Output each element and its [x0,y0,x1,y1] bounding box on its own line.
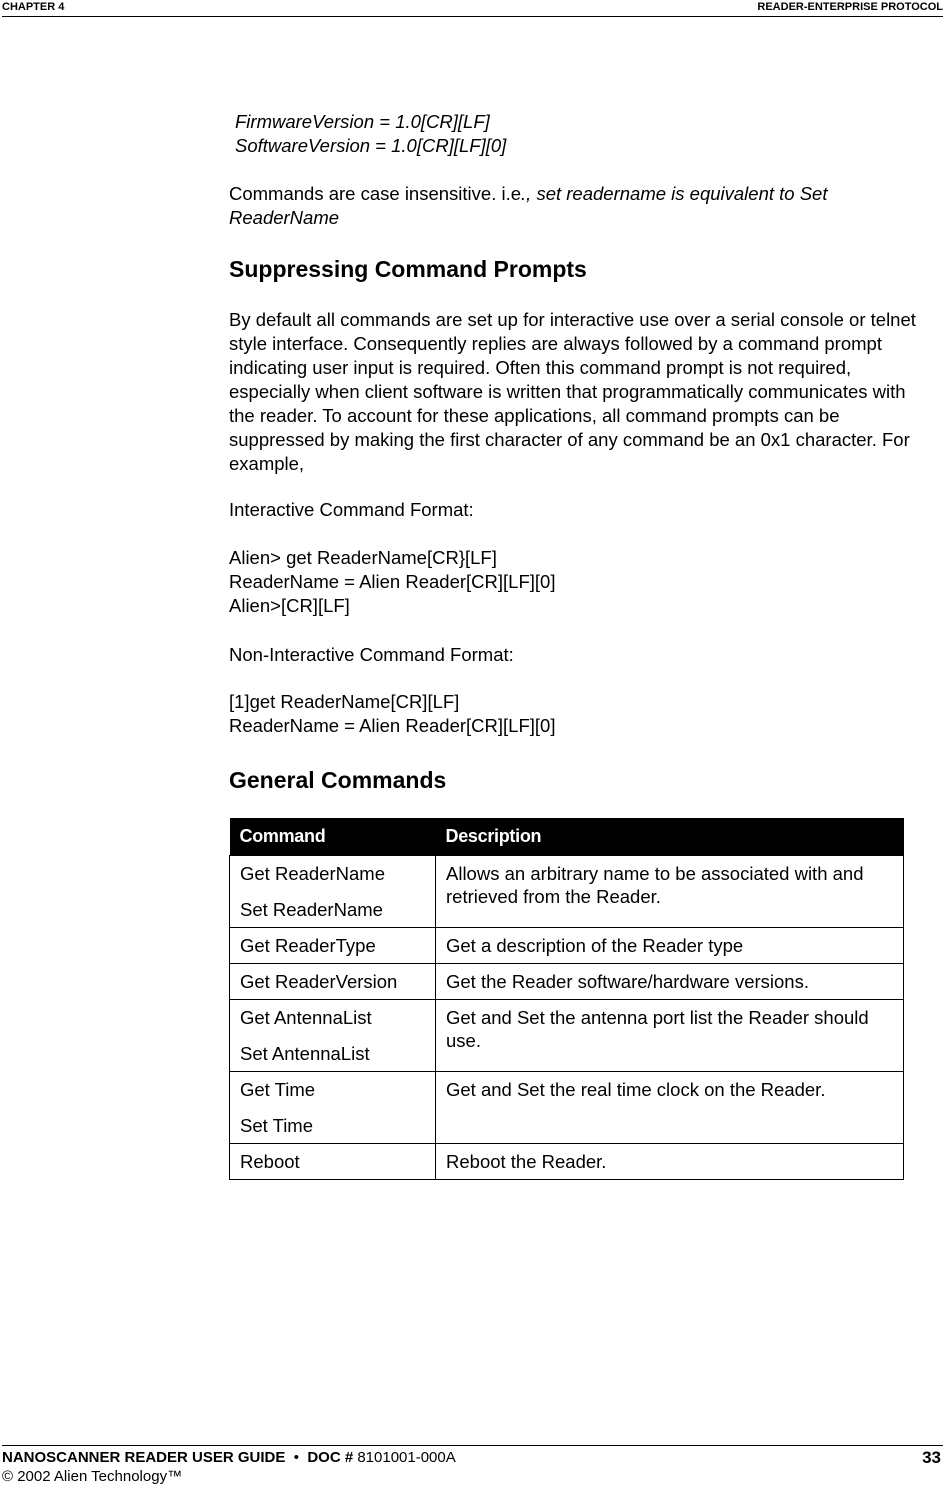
table-row [230,1144,904,1180]
bullet-separator: • [293,1449,299,1466]
noninteractive-example [229,690,929,738]
footer-doc-line [2,1448,456,1468]
command-name: Set AntennaList [240,1043,370,1064]
chapter-label: CHAPTER 4 [2,1,65,13]
table-row [230,1000,904,1072]
example-line: Alien>[CR][LF] [229,595,350,616]
intro-code-block [235,110,935,158]
section-label: READER-ENTERPRISE PROTOCOL [757,1,943,13]
command-name: Set Time [240,1115,313,1136]
code-line: FirmwareVersion = 1.0[CR][LF] [235,111,490,132]
table-row [230,964,904,1000]
description-cell: Get and Set the real time clock on the Reader. [436,1072,904,1144]
command-name: Get ReaderType [240,935,376,956]
command-cell [230,964,436,1000]
example-line: Alien> get ReaderName[CR}[LF] [229,547,497,568]
command-cell [230,856,436,928]
command-name: Reboot [240,1151,300,1172]
column-header-command: Command [230,818,436,856]
table-row [230,856,904,928]
command-cell [230,928,436,964]
case-note [229,182,929,230]
description-cell: Get a description of the Reader type [436,928,904,964]
section-title-general-commands: General Commands [229,767,447,793]
command-cell [230,1072,436,1144]
command-name: Set ReaderName [240,899,383,920]
section1-paragraph: By default all commands are set up for interactive use over a serial console or telnet style interface. Consequently replies are always followed by a command prompt indicating user input is required. Often this command prompt is not required, especially when client software is written that programmatically communicates with the reader. To account for these applications, all command prompts can be suppressed by making the first character of any command be an 0x1 character. For example, [229,309,916,474]
command-cell [230,1000,436,1072]
doc-label: DOC # [307,1449,354,1466]
command-name: Get ReaderVersion [240,971,398,992]
case-note-prefix: Commands are case insensitive. i.e [229,183,522,204]
commands-table [229,818,904,1180]
interactive-label: Interactive Command Format: [229,499,474,520]
code-line: SoftwareVersion = 1.0[CR][LF][0] [235,135,507,156]
page-footer [2,1445,943,1485]
command-cell [230,1144,436,1180]
section-title-suppressing: Suppressing Command Prompts [229,256,587,282]
description-cell: Allows an arbitrary name to be associated with and retrieved from the Reader. [436,856,904,928]
example-line: ReaderName = Alien Reader[CR][LF][0] [229,571,556,592]
page-number: 33 [922,1448,941,1467]
command-name: Get AntennaList [240,1007,372,1028]
table-header-row [230,818,904,856]
command-name: Get ReaderName [240,863,385,884]
page-header [2,0,943,17]
description-cell: Get the Reader software/hardware versions. [436,964,904,1000]
command-name: Get Time [240,1079,316,1100]
table-row [230,928,904,964]
description-cell: Reboot the Reader. [436,1144,904,1180]
interactive-example [229,546,929,618]
column-header-description: Description [436,818,904,856]
example-line: ReaderName = Alien Reader[CR][LF][0] [229,715,556,736]
copyright: © 2002 Alien Technology™ [2,1468,183,1485]
description-cell: Get and Set the antenna port list the Reader should use. [436,1000,904,1072]
example-line: [1]get ReaderName[CR][LF] [229,691,460,712]
table-row [230,1072,904,1144]
noninteractive-label: Non-Interactive Command Format: [229,644,514,665]
doc-number: 8101001-000A [357,1449,456,1466]
guide-title: NANOSCANNER READER USER GUIDE [2,1449,286,1466]
case-note-italic: ., set readername is equivalent to Set ReaderName [229,183,828,228]
